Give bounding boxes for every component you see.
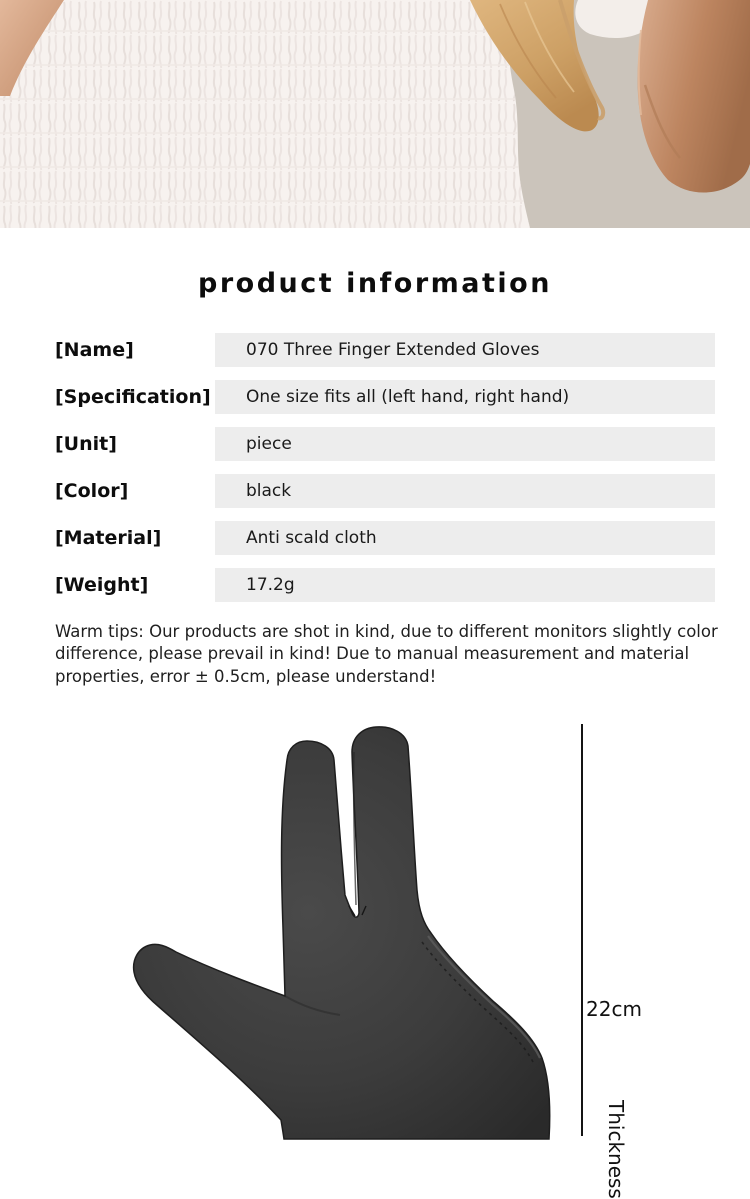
- warm-tips: [55, 621, 735, 688]
- model-photo-illustration: [0, 0, 750, 228]
- spec-row-material: [0, 521, 750, 555]
- spec-value: piece: [246, 434, 292, 454]
- spec-value-bar: [215, 427, 715, 461]
- warm-tips-line: properties, error ± 0.5cm, please understand!: [55, 666, 437, 686]
- spec-value: 17.2g: [246, 575, 295, 595]
- spec-label: [Color]: [55, 480, 129, 502]
- spec-label: [Weight]: [55, 574, 149, 596]
- spec-row-color: [0, 474, 750, 508]
- spec-label: [Unit]: [55, 433, 117, 455]
- spec-label: [Material]: [55, 527, 162, 549]
- spec-value: One size fits all (left hand, right hand): [246, 387, 570, 407]
- spec-label: [Name]: [55, 339, 134, 361]
- length-label: 22cm: [586, 997, 642, 1021]
- page-title: product information: [198, 268, 552, 299]
- spec-row-name: [0, 333, 750, 367]
- glove-measurement-photo: [0, 700, 750, 1199]
- spec-value-bar: [215, 333, 715, 367]
- glove-illustration: [0, 700, 750, 1139]
- spec-value-bar: [215, 474, 715, 508]
- spec-value-bar: [215, 380, 715, 414]
- spec-value: 070 Three Finger Extended Gloves: [246, 340, 540, 360]
- spec-value-bar: [215, 521, 715, 555]
- dimension-line: [581, 724, 583, 1136]
- warm-tips-line: difference, please prevail in kind! Due to manual measurement and material: [55, 644, 690, 664]
- spec-row-unit: [0, 427, 750, 461]
- spec-value: black: [246, 481, 292, 501]
- spec-row-specification: [0, 380, 750, 414]
- spec-label: [Specification]: [55, 386, 211, 408]
- spec-row-weight: [0, 568, 750, 602]
- spec-value: Anti scald cloth: [246, 528, 377, 548]
- model-photo: [0, 0, 750, 228]
- thickness-label: Thickness: [604, 1100, 628, 1199]
- warm-tips-line: Warm tips: Our products are shot in kind, due to different monitors slightly color: [55, 622, 718, 641]
- spec-value-bar: [215, 568, 715, 602]
